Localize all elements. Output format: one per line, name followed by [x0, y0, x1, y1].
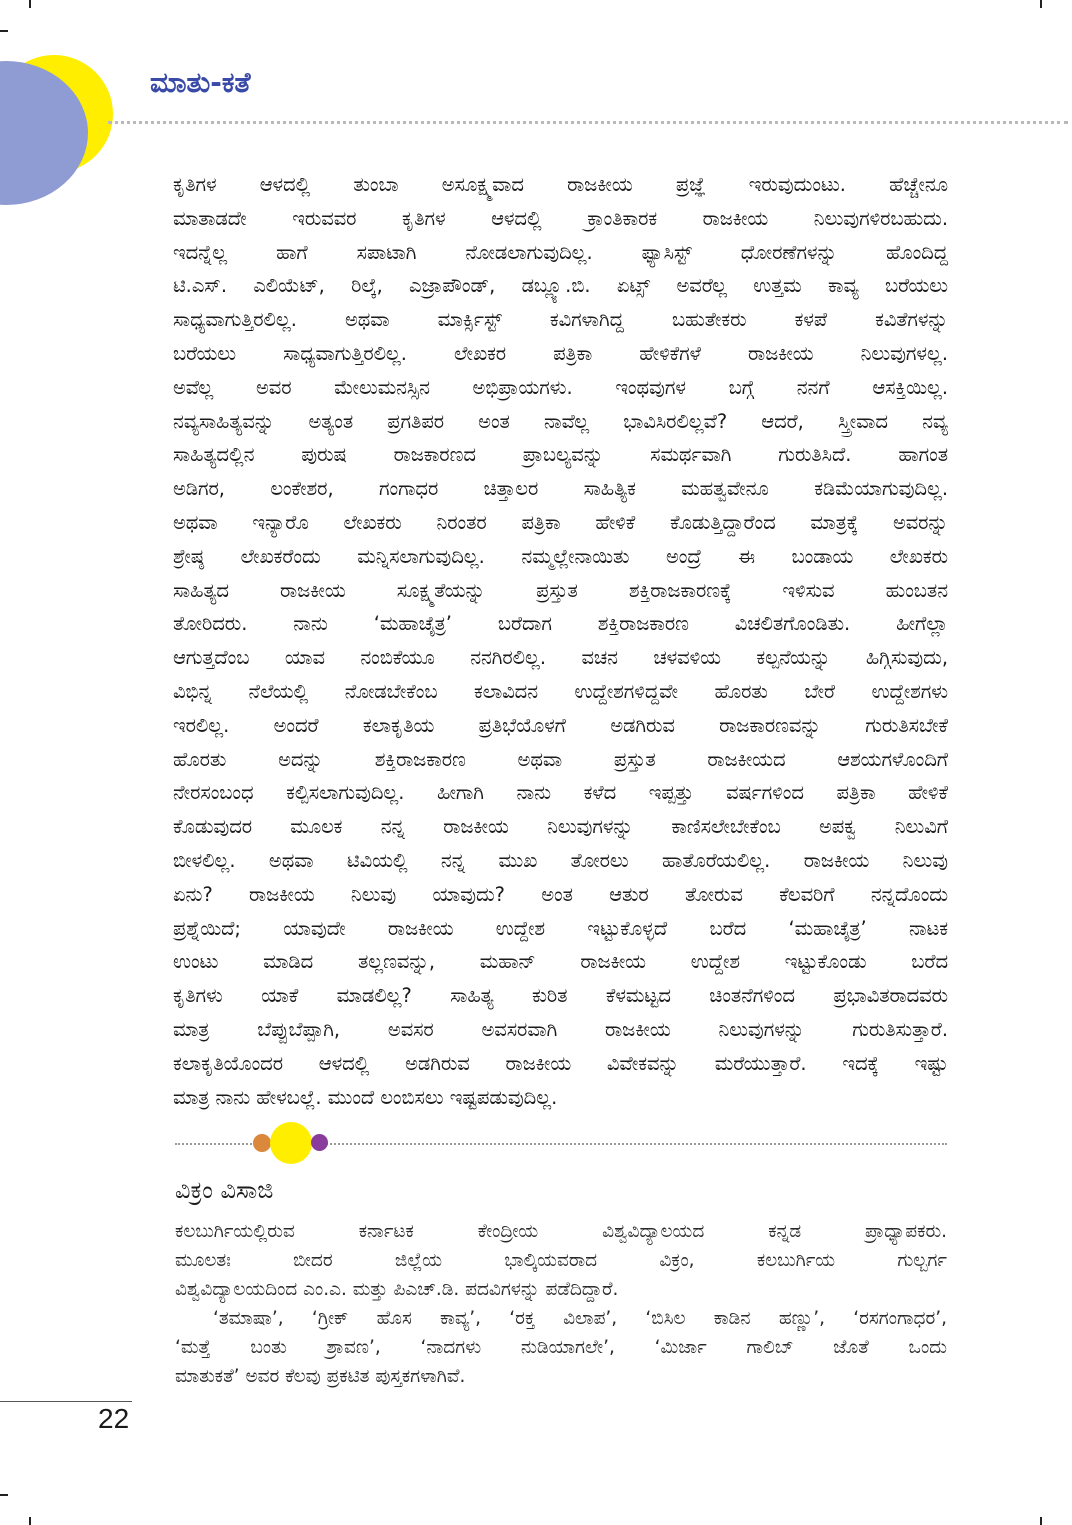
header-dotted-rule	[108, 121, 1068, 124]
body-line: ಬೀಳಲಿಲ್ಲ. ಅಥವಾ ಟಿವಿಯಲ್ಲಿ ನನ್ನ ಮುಖ ತೋರಲು ಹಾತೊರೆಯಲಿಲ್ಲ. ರಾಜಕೀಯ ನಿಲುವು	[173, 848, 948, 872]
body-line: ವಿಭಿನ್ನ ನೆಲೆಯಲ್ಲಿ ನೋಡಬೇಕೆಂಬ ಕಲಾವಿದನ ಉದ್ದೇಶಗಳಿದ್ದವೇ ಹೊರತು ಬೇರೆ ಉದ್ದೇಶಗಳು	[173, 679, 948, 703]
body-line: ಇದನ್ನೆಲ್ಲ ಹಾಗೆ ಸಪಾಟಾಗಿ ನೋಡಲಾಗುವುದಿಲ್ಲ. ಫ್ಯಾಸಿಸ್ಟ್ ಧೋರಣೆಗಳನ್ನು ಹೊಂದಿದ್ದ	[173, 240, 948, 264]
yellow-dot-decoration	[270, 1122, 312, 1164]
crop-mark	[1040, 0, 1042, 8]
bio-line: ‘ತಮಾಷಾ’, ‘ಗ್ರೀಕ್ ಹೊಸ ಕಾವ್ಯ’, ‘ರಕ್ತ ವಿಲಾಪ’, ‘ಬಿಸಿಲ ಕಾಡಿನ ಹಣ್ಣು’, ‘ರಸಗಂಗಾಧರ’,	[213, 1308, 947, 1329]
body-line: ಸಾಹಿತ್ಯದಲ್ಲಿನ ಪುರುಷ ರಾಜಕಾರಣದ ಪ್ರಾಬಲ್ಯವನ್ನು ಸಮರ್ಥವಾಗಿ ಗುರುತಿಸಿದೆ. ಹಾಗಂತ	[173, 443, 948, 467]
author-name: ವಿಕ್ರಂ ವಿಸಾಜಿ	[175, 1176, 274, 1204]
body-line: ಅವೆಲ್ಲ ಅವರ ಮೇಲುಮನಸ್ಸಿನ ಅಭಿಪ್ರಾಯಗಳು. ಇಂಥವುಗಳ ಬಗ್ಗೆ ನನಗೆ ಆಸಕ್ತಿಯಿಲ್ಲ.	[173, 375, 948, 399]
crop-mark	[29, 0, 31, 8]
interview-body	[173, 168, 948, 1114]
bio-line: ಮಾತುಕತೆ’ ಅವರ ಕೆಲವು ಪ್ರಕಟಿತ ಪುಸ್ತಕಗಳಾಗಿವೆ.	[175, 1366, 466, 1387]
purple-dot-decoration	[311, 1134, 328, 1151]
body-line: ಶ್ರೇಷ್ಠ ಲೇಖಕರೆಂದು ಮನ್ನಿಸಲಾಗುವುದಿಲ್ಲ. ನಮ್ಮಲ್ಲೇನಾಯಿತು ಅಂದ್ರೆ ಈ ಬಂಡಾಯ ಲೇಖಕರು	[173, 544, 948, 568]
body-line: ಸಾಹಿತ್ಯದ ರಾಜಕೀಯ ಸೂಕ್ಷ್ಮತೆಯನ್ನು ಪ್ರಸ್ತುತ ಶಕ್ತಿರಾಜಕಾರಣಕ್ಕೆ ಇಳಿಸುವ ಹುಂಬತನ	[173, 578, 948, 602]
bio-line: ಮೂಲತಃ ಬೀದರ ಜಿಲ್ಲೆಯ ಭಾಲ್ಕಿಯವರಾದ ವಿಕ್ರಂ, ಕಲಬುರ್ಗಿಯ ಗುಲ್ಬರ್ಗ	[175, 1250, 947, 1271]
body-line: ನೇರಸಂಬಂಧ ಕಲ್ಪಿಸಲಾಗುವುದಿಲ್ಲ. ಹೀಗಾಗಿ ನಾನು ಕಳೆದ ಇಪ್ಪತ್ತು ವರ್ಷಗಳಿಂದ ಪತ್ರಿಕಾ ಹೇಳಿಕೆ	[173, 781, 948, 805]
crop-mark	[1040, 1517, 1042, 1525]
body-line: ತೋರಿದರು. ನಾನು ‘ಮಹಾಚೈತ್ರ’ ಬರೆದಾಗ ಶಕ್ತಿರಾಜಕಾರಣ ವಿಚಲಿತಗೊಂಡಿತು. ಹೀಗೆಲ್ಲಾ	[173, 612, 948, 636]
body-line: ಬರೆಯಲು ಸಾಧ್ಯವಾಗುತ್ತಿರಲಿಲ್ಲ. ಲೇಖಕರ ಪತ್ರಿಕಾ ಹೇಳಿಕೆಗಳೆ ರಾಜಕೀಯ ನಿಲುವುಗಳಲ್ಲ.	[173, 341, 948, 365]
body-line: ಪ್ರಶ್ನೆಯಿದೆ; ಯಾವುದೇ ರಾಜಕೀಯ ಉದ್ದೇಶ ಇಟ್ಟುಕೊಳ್ಳದೆ ಬರೆದ ‘ಮಹಾಚೈತ್ರ’ ನಾಟಕ	[173, 916, 948, 940]
body-line: ಅಡಿಗರ, ಲಂಕೇಶರ, ಗಂಗಾಧರ ಚಿತ್ತಾಲರ ಸಾಹಿತ್ಯಿಕ ಮಹತ್ವವೇನೂ ಕಡಿಮೆಯಾಗುವುದಿಲ್ಲ.	[173, 477, 948, 501]
bio-line: ಕಲಬುರ್ಗಿಯಲ್ಲಿರುವ ಕರ್ನಾಟಕ ಕೇಂದ್ರೀಯ ವಿಶ್ವವಿದ್ಯಾಲಯದ ಕನ್ನಡ ಪ್ರಾಧ್ಯಾಪಕರು.	[175, 1221, 947, 1242]
body-line: ಕೃತಿಗಳು ಯಾಕೆ ಮಾಡಲಿಲ್ಲ? ಸಾಹಿತ್ಯ ಕುರಿತ ಕೆಳಮಟ್ಟದ ಚಿಂತನೆಗಳಿಂದ ಪ್ರಭಾವಿತರಾದವರು	[173, 984, 948, 1008]
body-line: ಉಂಟು ಮಾಡಿದ ತಲ್ಲಣವನ್ನು, ಮಹಾನ್ ರಾಜಕೀಯ ಉದ್ದೇಶ ಇಟ್ಟುಕೊಂಡು ಬರೆದ	[173, 950, 948, 974]
section-title: ಮಾತು-ಕತೆ	[150, 66, 251, 99]
body-line: ಇರಲಿಲ್ಲ. ಅಂದರೆ ಕಲಾಕೃತಿಯ ಪ್ರತಿಭೆಯೊಳಗೆ ಅಡಗಿರುವ ರಾಜಕಾರಣವನ್ನು ಗುರುತಿಸಬೇಕೆ	[173, 713, 948, 737]
author-bio	[175, 1217, 947, 1391]
body-line: ಅಥವಾ ಇನ್ಯಾರೊ ಲೇಖಕರು ನಿರಂತರ ಪತ್ರಿಕಾ ಹೇಳಿಕೆ ಕೊಡುತ್ತಿದ್ದಾರೆಂದ ಮಾತ್ರಕ್ಕೆ ಅವರನ್ನು	[173, 510, 948, 534]
body-line: ಹೊರತು ಅದನ್ನು ಶಕ್ತಿರಾಜಕಾರಣ ಅಥವಾ ಪ್ರಸ್ತುತ ರಾಜಕೀಯದ ಆಶಯಗಳೊಂದಿಗೆ	[173, 747, 948, 771]
body-line: ಮಾತಾಡದೇ ಇರುವವರ ಕೃತಿಗಳ ಆಳದಲ್ಲಿ ಕ್ರಾಂತಿಕಾರಕ ರಾಜಕೀಯ ನಿಲುವುಗಳಿರಬಹುದು.	[173, 206, 948, 230]
body-line: ಮಾತ್ರ ನಾನು ಹೇಳಬಲ್ಲೆ. ಮುಂದೆ ಲಂಬಿಸಲು ಇಷ್ಟಪಡುವುದಿಲ್ಲ.	[173, 1085, 558, 1109]
orange-dot-decoration	[253, 1134, 271, 1152]
body-line: ಆಗುತ್ತದೆಂಬ ಯಾವ ನಂಬಿಕೆಯೂ ನನಗಿರಲಿಲ್ಲ. ವಚನ ಚಳವಳಿಯ ಕಲ್ಪನೆಯನ್ನು ಹಿಗ್ಗಿಸುವುದು,	[173, 646, 948, 670]
crop-mark	[0, 1494, 8, 1496]
bio-line: ವಿಶ್ವವಿದ್ಯಾಲಯದಿಂದ ಎಂ.ಎ. ಮತ್ತು ಪಿಎಚ್.ಡಿ. ಪದವಿಗಳನ್ನು ಪಡೆದಿದ್ದಾರೆ.	[175, 1279, 619, 1300]
crop-mark	[0, 30, 8, 32]
body-line: ಸಾಧ್ಯವಾಗುತ್ತಿರಲಿಲ್ಲ. ಅಥವಾ ಮಾರ್ಕ್ಸಿಸ್ಟ್ ಕವಿಗಳಾಗಿದ್ದ ಬಹುತೇಕರು ಕಳಪೆ ಕವಿತೆಗಳನ್ನು	[173, 308, 948, 332]
page-number: 22	[98, 1403, 130, 1434]
body-line: ಏನು? ರಾಜಕೀಯ ನಿಲುವು ಯಾವುದು? ಅಂತ ಆತುರ ತೋರುವ ಕೆಲವರಿಗೆ ನನ್ನದೊಂದು	[173, 882, 948, 906]
body-line: ಕಲಾಕೃತಿಯೊಂದರ ಆಳದಲ್ಲಿ ಅಡಗಿರುವ ರಾಜಕೀಯ ವಿವೇಕವನ್ನು ಮರೆಯುತ್ತಾರೆ. ಇದಕ್ಕೆ ಇಷ್ಟು	[173, 1051, 948, 1075]
body-line: ಮಾತ್ರ ಬೆಪ್ಪುಬೆಪ್ಪಾಗಿ, ಅವಸರ ಅವಸರವಾಗಿ ರಾಜಕೀಯ ನಿಲುವುಗಳನ್ನು ಗುರುತಿಸುತ್ತಾರೆ.	[173, 1017, 948, 1041]
body-line: ನವ್ಯಸಾಹಿತ್ಯವನ್ನು ಅತ್ಯಂತ ಪ್ರಗತಿಪರ ಅಂತ ನಾವೆಲ್ಲ ಭಾವಿಸಿರಲಿಲ್ಲವೆ? ಆದರೆ, ಸ್ತ್ರೀವಾದ ನವ್ಯ	[173, 409, 948, 433]
crop-mark	[29, 1517, 31, 1525]
bio-line: ‘ಮತ್ತೆ ಬಂತು ಶ್ರಾವಣ’, ‘ನಾದಗಳು ನುಡಿಯಾಗಲೇ’, ‘ಮಿರ್ಜಾ ಗಾಲಿಬ್ ಜೊತೆ ಒಂದು	[175, 1337, 947, 1358]
footer-rule	[0, 1401, 132, 1402]
body-line: ಕೊಡುವುದರ ಮೂಲಕ ನನ್ನ ರಾಜಕೀಯ ನಿಲುವುಗಳನ್ನು ಕಾಣಿಸಲೇಬೇಕೆಂಬ ಅಪಕ್ವ ನಿಲುವಿಗೆ	[173, 815, 948, 839]
body-line: ಟಿ.ಎಸ್. ಎಲಿಯೆಟ್, ರಿಲ್ಕೆ, ಎಜ್ರಾಪೌಂಡ್, ಡಬ್ಲ್ಯೂ.ಬಿ. ಏಟ್ಸ್ ಅವರೆಲ್ಲ ಉತ್ತಮ ಕಾವ್ಯ ಬರೆಯಲು	[173, 274, 948, 298]
body-line: ಕೃತಿಗಳ ಆಳದಲ್ಲಿ ತುಂಬಾ ಅಸೂಕ್ಷ್ಮವಾದ ರಾಜಕೀಯ ಪ್ರಜ್ಞೆ ಇರುವುದುಂಟು. ಹೆಚ್ಚೇನೂ	[173, 173, 948, 196]
